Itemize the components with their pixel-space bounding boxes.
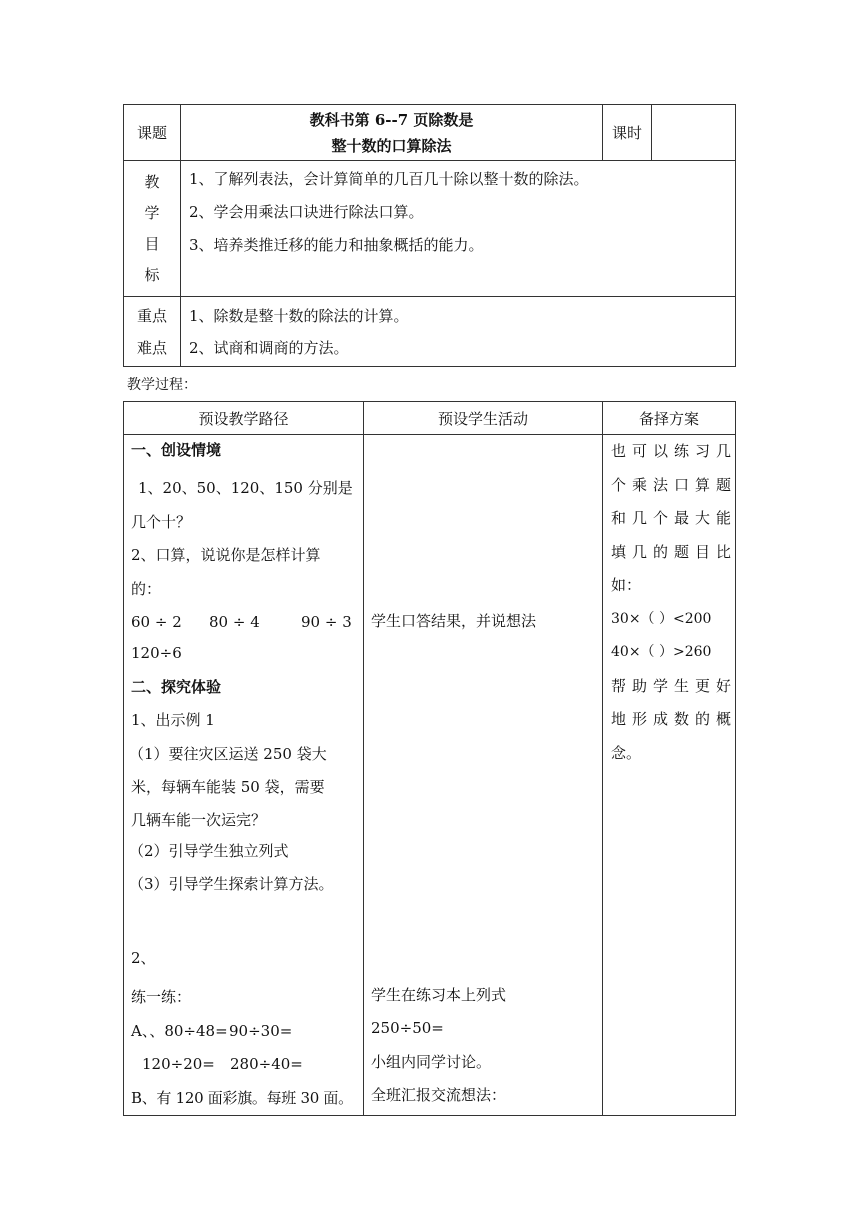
example-line: 2、	[131, 948, 156, 967]
example-line: 几辆车能一次运完？	[131, 810, 267, 829]
goals-label-char-3: 目	[144, 234, 160, 253]
goal-item: 1、了解列表法，会计算简单的几百几十除以整十数的除法。	[189, 170, 589, 188]
lesson-title-cell	[181, 105, 603, 161]
key-label-line-2: 难点	[136, 338, 167, 357]
plan-line: 念。	[611, 743, 642, 762]
goals-label-char-4: 标	[144, 265, 160, 284]
spacer	[124, 902, 363, 942]
plan-line: 和几个最大能	[611, 509, 731, 527]
calc-row	[124, 606, 363, 640]
key-points-cell	[181, 297, 736, 367]
student-activity-cell	[364, 435, 603, 1116]
period-label-cell	[603, 105, 652, 161]
alternative-plan-cell	[603, 435, 736, 1116]
key-point-item: 2、试商和调商的方法。	[189, 338, 349, 357]
question-line: 2、口算，说说你是怎样计算	[131, 546, 321, 564]
plan-line: 地形成数的概	[611, 710, 731, 728]
practice-item: 280÷40=	[230, 1055, 303, 1073]
practice-title: 练一练：	[131, 988, 192, 1006]
teaching-path-cell	[124, 435, 364, 1116]
example-line: 1、出示例 1	[131, 711, 215, 729]
lesson-info-table	[123, 104, 736, 367]
activity-line: 全班汇报交流想法：	[371, 1086, 507, 1104]
topic-label-cell	[124, 105, 181, 161]
activity-line: 小组内同学讨论。	[371, 1052, 492, 1071]
question-line: 1、20、50、120、150 分别是	[138, 479, 353, 497]
plan-line: 帮助学生更好	[611, 676, 731, 695]
key-points-label-cell	[124, 297, 181, 367]
key-label-line-1: 重点	[136, 306, 167, 325]
plan-line: 也可以练习几	[611, 442, 731, 460]
practice-row	[124, 1048, 363, 1082]
plan-line: 个乘法口算题	[611, 475, 731, 494]
key-point-item: 1、除数是整十数的除法的计算。	[189, 306, 409, 325]
header-label: 备择方案	[638, 409, 699, 428]
calc-item: 90 ÷ 3	[301, 613, 352, 631]
header-label: 预设学生活动	[437, 409, 528, 428]
question-line: 几个十？	[131, 512, 192, 531]
goals-label-char-2: 学	[144, 203, 160, 222]
practice-item: 120÷20=	[142, 1055, 215, 1073]
example-line: 米，每辆车能装 50 袋，需要	[131, 778, 325, 796]
period-value-cell	[652, 105, 736, 161]
teaching-process-label: 教学过程：	[127, 377, 197, 393]
calc-item: 120÷6	[131, 643, 182, 662]
practice-item: A、、80÷48=	[131, 1021, 228, 1040]
plan-line: 如：	[611, 576, 642, 594]
activity-line: 学生口答结果，并说想法	[371, 612, 537, 630]
practice-item: B、有 120 面彩旗。每班 30 面。	[131, 1088, 353, 1107]
example-line: （3）引导学生探索计算方法。	[129, 875, 334, 893]
goal-item: 3、培养类推迁移的能力和抽象概括的能力。	[189, 236, 484, 254]
calc-item: 80 ÷ 4	[209, 613, 260, 631]
plan-line: 填几的题目比	[611, 542, 731, 561]
activity-line: 学生在练习本上列式	[371, 985, 507, 1004]
lesson-title-line-2: 整十数的口算除法	[331, 136, 452, 155]
goal-item: 2、学会用乘法口诀进行除法口算。	[189, 203, 424, 221]
header-teaching-path	[124, 402, 364, 435]
goals-label-cell	[124, 161, 181, 297]
period-label: 课时	[611, 124, 642, 142]
goals-label-char-1: 教	[144, 172, 160, 191]
example-line: （2）引导学生独立列式	[129, 841, 289, 860]
section-title: 二、探究体验	[131, 677, 222, 696]
topic-label: 课题	[136, 124, 167, 142]
header-alternative-plan	[603, 402, 736, 435]
question-line: 的：	[131, 579, 162, 598]
practice-item: 90÷30=	[229, 1021, 293, 1040]
teaching-process-table	[123, 401, 736, 1116]
goals-cell	[181, 161, 736, 297]
example-line: （1）要往灾区运送 250 袋大	[129, 744, 327, 763]
plan-line: 40×（ ）>260	[611, 644, 712, 660]
section-title: 一、创设情境	[131, 441, 222, 459]
practice-row	[124, 1015, 363, 1049]
plan-line: 30×（ ）<200	[611, 610, 712, 627]
header-label: 预设教学路径	[198, 409, 289, 428]
header-student-activity	[364, 402, 603, 435]
activity-line: 250÷50=	[371, 1019, 444, 1037]
calc-item: 60 ÷ 2	[131, 613, 182, 631]
lesson-title-line-1: 教科书第 6--7 页除数是	[309, 110, 474, 129]
